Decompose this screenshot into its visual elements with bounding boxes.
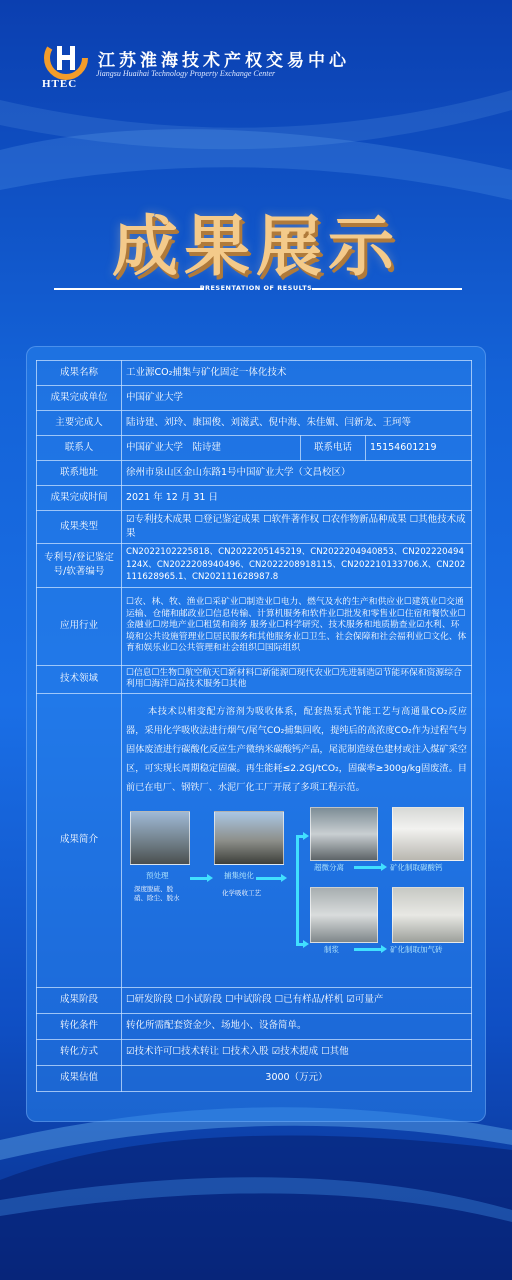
valuation-label: 成果估值	[37, 1065, 122, 1091]
people-value: 陆诗建、刘玲、康国俊、刘滋武、倪中海、朱佳媚、闫新龙、王珂等	[122, 411, 472, 436]
slurry-photo	[310, 887, 378, 943]
stage-value: ☐研发阶段 ☐小试阶段 ☐中试阶段 ☐已有样品/样机 ☑可量产	[122, 987, 472, 1013]
table-row	[37, 511, 472, 544]
intro-label: 成果简介	[37, 693, 122, 987]
flow-arrow	[256, 877, 282, 880]
page-title: 成果展示	[112, 207, 400, 285]
process-figure	[128, 805, 468, 981]
org-name-en: Jiangsu Huaihai Technology Property Exchange Center	[96, 69, 276, 78]
name-value: 工业源CO₂捕集与矿化固定一体化技术	[122, 361, 472, 386]
pretreat-detail: 深度脱硫、脱硝、除尘、脱水	[134, 884, 180, 902]
phone-value: 15154601219	[366, 436, 472, 461]
stage-label: 成果阶段	[37, 987, 122, 1013]
org-name-cn: 江苏淮海技术产权交易中心	[98, 51, 350, 71]
table-row	[37, 436, 472, 461]
flow-arrow	[354, 948, 382, 951]
pretreat-label: 预处理	[146, 870, 169, 880]
table-row	[37, 543, 472, 587]
flow-line	[296, 835, 299, 945]
flow-arrow	[296, 835, 304, 838]
field-value: ☐信息☐生物☐航空航天☐新材料☐新能源☐现代农业☐先进制造☑节能环保和资源综合利用☐海洋☐高技术服务☐其他	[122, 665, 472, 693]
contact-value: 中国矿业大学 陆诗建	[122, 436, 301, 461]
unit-value: 中国矿业大学	[122, 386, 472, 411]
type-label: 成果类型	[37, 511, 122, 544]
condition-label: 转化条件	[37, 1013, 122, 1039]
industry-label: 应用行业	[37, 587, 122, 665]
valuation-value: 3000（万元）	[122, 1065, 472, 1091]
type-value: ☑专利技术成果 ☐登记鉴定成果 ☐软件著作权 ☐农作物新品种成果 ☐其他技术成果	[122, 511, 472, 544]
table-row	[37, 411, 472, 436]
table-row	[37, 386, 472, 411]
htec-logo-icon	[44, 36, 88, 80]
header	[0, 30, 512, 90]
date-value: 2021 年 12 月 31 日	[122, 486, 472, 511]
intro-text: 本技术以相变配方溶剂为吸收体系，配套热泵式节能工艺与高通量CO₂反应器，采用化学吸收法进行烟气/尾气CO₂捕集回收，提纯后的高浓度CO₂作为过程气与固体废渣进行碳酸化反应生产微纳米碳酸钙产品，尾泥制造绿色建材或注入煤矿采空区，可实现长周期稳定固碳。再生能耗≤2.2GJ/tCO₂，固碳率≥300g/kg固废渣。目前已在电厂、钢铁厂、水泥厂化工厂开展了多项工程示范。	[126, 705, 467, 793]
table-row	[37, 665, 472, 693]
pretreat-photo	[130, 811, 190, 865]
separation-label: 超微分离	[314, 862, 344, 872]
results-table	[36, 360, 472, 1092]
method-label: 转化方式	[37, 1039, 122, 1065]
product2-label: 矿化制取加气砖	[390, 944, 443, 954]
unit-label: 成果完成单位	[37, 386, 122, 411]
address-label: 联系地址	[37, 461, 122, 486]
product1-label: 矿化制取碳酸钙	[390, 862, 443, 872]
industry-value: ☐农、林、牧、渔业☐采矿业☐制造业☐电力、燃气及水的生产和供应业☐建筑业☐交通运输、仓储和邮政业☐信息传输、计算机服务和软件业☐批发和零售业☐住宿和餐饮业☐金融业☐房地产业☐租赁和商务 服务业☐科学研究、技术服务和地质勘查业☑水利、环境和公共设施管理业☐居民服务和其他服务业☐卫生、社会保障和社会福利业☐文化、体育和娱乐业☐公共管理和社会组织☐国际组织	[122, 587, 472, 665]
table-row	[37, 1065, 472, 1091]
field-label: 技术领域	[37, 665, 122, 693]
table-row	[37, 1039, 472, 1065]
table-row	[37, 361, 472, 386]
patent-value: CN2022102225818、CN2022205145219、CN2022204940853、CN202220494124X、CN2022208940496、CN2022208918115、CN202210133706.X、CN202111628965.1、CN202111628987.8	[122, 543, 472, 587]
calcium-photo	[392, 807, 464, 861]
capture-label: 捕集纯化	[224, 870, 254, 880]
method-value: ☑技术许可☐技术转让 ☐技术入股 ☑技术提成 ☐其他	[122, 1039, 472, 1065]
logo-text: HTEC	[42, 78, 78, 90]
flow-arrow	[354, 866, 382, 869]
table-row	[37, 486, 472, 511]
contact-label: 联系人	[37, 436, 122, 461]
address-value: 徐州市泉山区金山东路1号中国矿业大学（文昌校区）	[122, 461, 472, 486]
flow-arrow	[190, 877, 208, 880]
condition-value: 转化所需配套资金少、场地小、设备简单。	[122, 1013, 472, 1039]
date-label: 成果完成时间	[37, 486, 122, 511]
name-label: 成果名称	[37, 361, 122, 386]
table-row	[37, 461, 472, 486]
page-subtitle: PRESENTATION OF RESULTS	[199, 284, 313, 292]
brick-photo	[392, 887, 464, 943]
table-row	[37, 987, 472, 1013]
capture-photo	[214, 811, 284, 865]
phone-label: 联系电话	[301, 436, 366, 461]
capture-detail: 化学吸收工艺	[222, 888, 261, 897]
separation-photo	[310, 807, 378, 861]
flow-arrow	[296, 943, 304, 946]
table-row	[37, 1013, 472, 1039]
patent-label: 专利号/登记鉴定号/软著编号	[37, 543, 122, 587]
people-label: 主要完成人	[37, 411, 122, 436]
preparation-label: 制浆	[324, 944, 339, 954]
table-row	[37, 693, 472, 987]
table-row	[37, 587, 472, 665]
